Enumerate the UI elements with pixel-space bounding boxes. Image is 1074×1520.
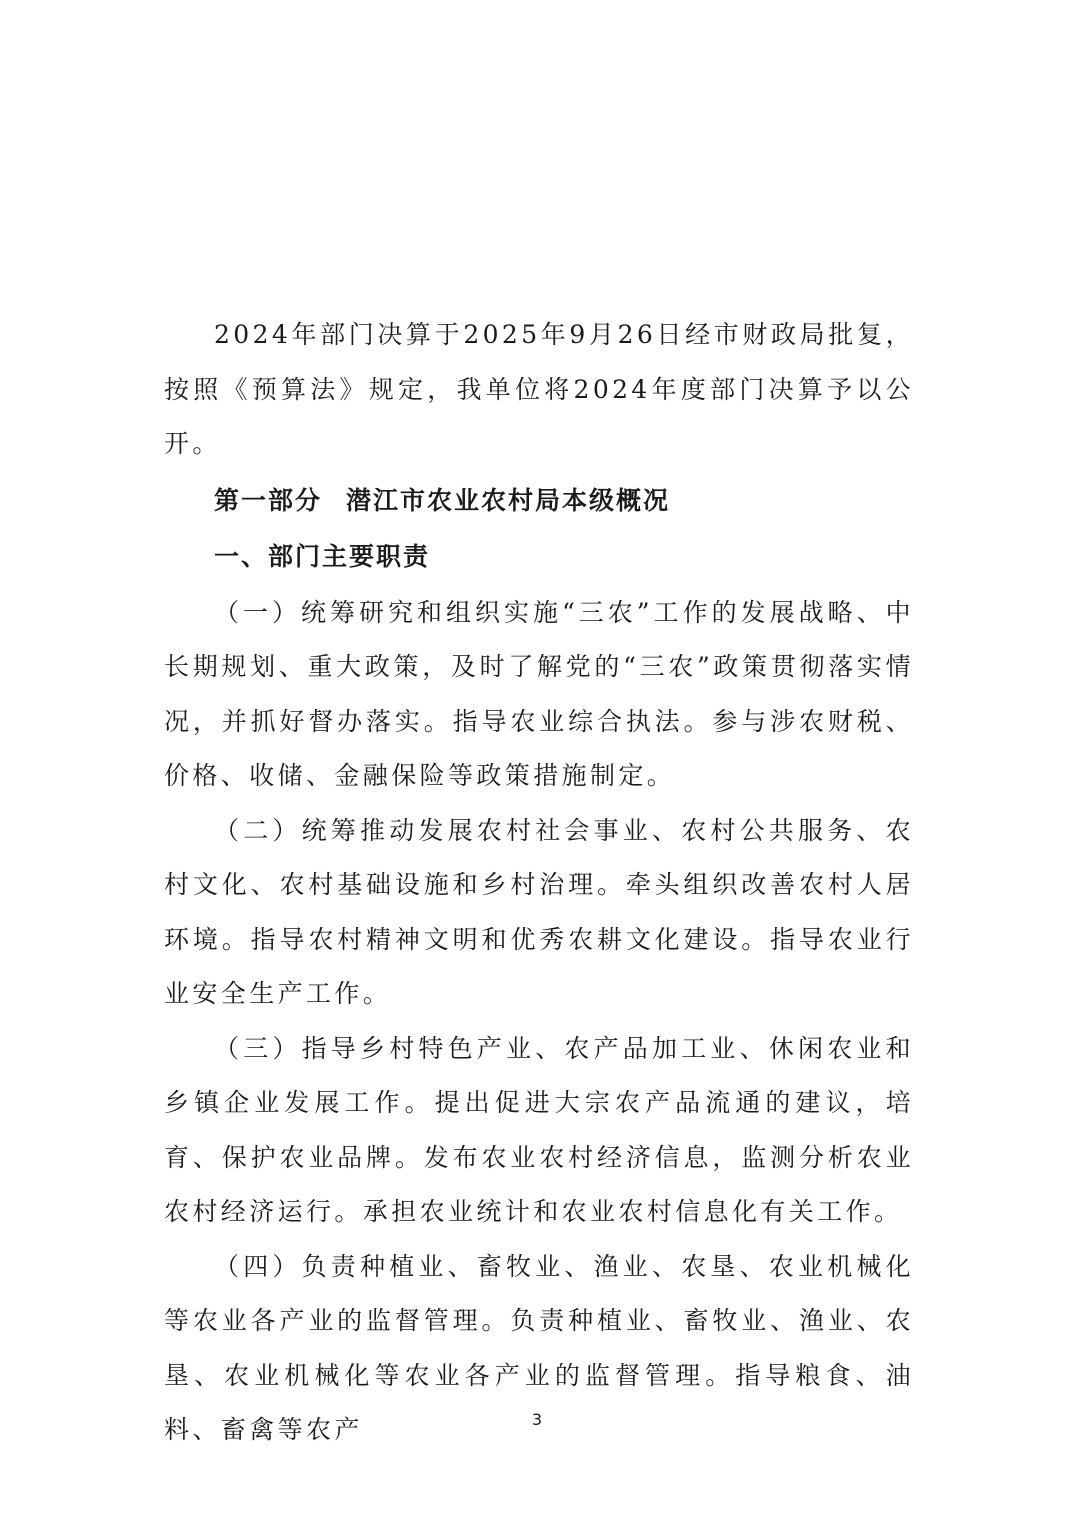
duty-paragraph-2: （二）统筹推动发展农村社会事业、农村公共服务、农村文化、农村基础设施和乡村治理。牵头组织改善农村人居环境。指导农村精神文明和优秀农耕文化建设。指导农业行业安全生产工作。 bbox=[164, 815, 914, 1008]
duty-paragraph-1: （一）统筹研究和组织实施“三农”工作的发展战略、中长期规划、重大政策，及时了解党的“三农”政策贯彻落实情况，并抓好督办落实。指导农业综合执法。参与涉农财税、价格、收储、金融保险等政策措施制定。 bbox=[164, 597, 914, 790]
section-heading: 一、部门主要职责 bbox=[214, 541, 431, 571]
part-heading-label: 第一部分 bbox=[214, 485, 323, 515]
duty-paragraph-4: （四）负责种植业、畜牧业、渔业、农垦、农业机械化等农业各产业的监督管理。负责种植业、畜牧业、渔业、农垦、农业机械化等农业各产业的监督管理。指导粮食、油料、畜禽等农产 bbox=[164, 1251, 914, 1444]
part-heading bbox=[164, 474, 914, 528]
document-body bbox=[164, 308, 914, 1458]
page-number: 3 bbox=[531, 1410, 543, 1429]
duty-paragraph-3: （三）指导乡村特色产业、农产品加工业、休闲农业和乡镇企业发展工作。提出促进大宗农产品流通的建议，培育、保护农业品牌。发布农业农村经济信息，监测分析农业农村经济运行。承担农业统计和农业农村信息化有关工作。 bbox=[164, 1033, 914, 1226]
part-heading-title: 潜江市农业农村局本级概况 bbox=[346, 485, 671, 515]
intro-paragraph: 2024年部门决算于2025年9月26日经市财政局批复，按照《预算法》规定，我单位将2024年度部门决算予以公开。 bbox=[164, 320, 914, 458]
